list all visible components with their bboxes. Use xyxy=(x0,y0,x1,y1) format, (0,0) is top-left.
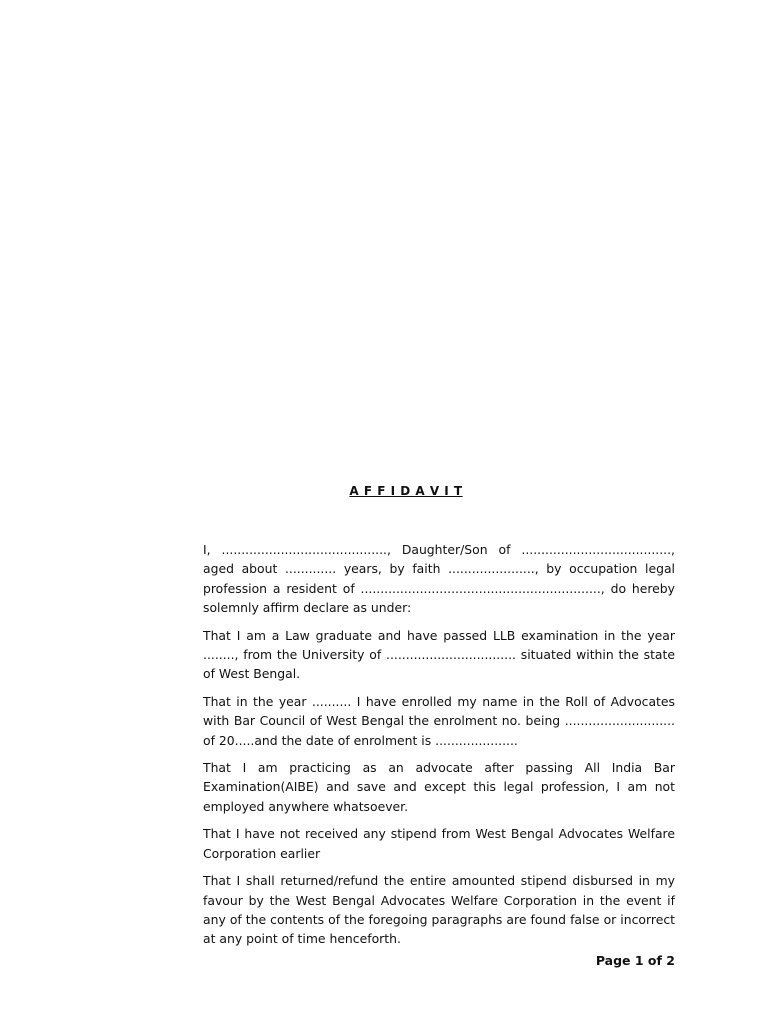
paragraph-enrolment: That in the year .......... I have enrolled my name in the Roll of Advocates with Bar Council of West Bengal the enrolment no. being ............................ of 20.....and the date of enrolment is ..................... xyxy=(203,693,675,748)
paragraph-refund: That I shall returned/refund the entire amounted stipend disbursed in my favour by the West Bengal Advocates Welfare Corporation in the event if any of the contents of the foregoing paragraphs are found false or incorrect at any point of time henceforth. xyxy=(203,873,675,947)
document-body xyxy=(203,540,675,957)
paragraph-no-stipend: That I have not received any stipend from West Bengal Advocates Welfare Corporation earlier xyxy=(203,826,675,861)
paragraph-declarant-details: I, .........................................., Daughter/Son of ......................................, aged about ............. years, by faith ......................, by occupation legal profession a resident of ............................................................., do hereby solemnly affirm declare as under: xyxy=(203,542,675,616)
document-title: A F F I D A V I T xyxy=(349,484,463,498)
paragraph-practicing: That I am practicing as an advocate after passing All India Bar Examination(AIBE) and save and except this legal profession, I am not employed anywhere whatsoever. xyxy=(203,760,675,814)
paragraph-law-graduate: That I am a Law graduate and have passed LLB examination in the year ........, from the University of ................................. situated within the state of West Bengal. xyxy=(203,627,675,682)
page-number: Page 1 of 2 xyxy=(595,953,675,968)
